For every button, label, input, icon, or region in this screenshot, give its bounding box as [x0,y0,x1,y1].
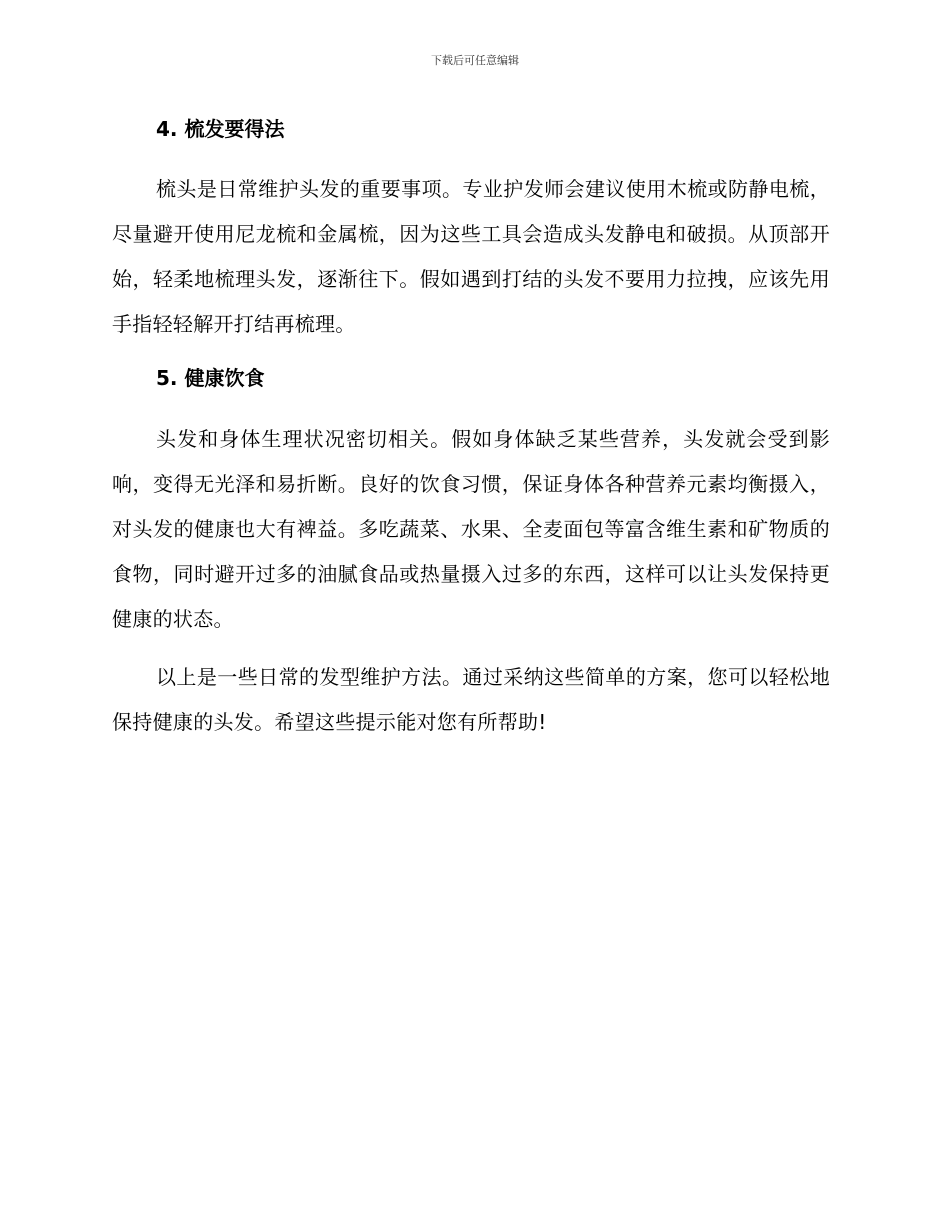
document-body [112,113,830,745]
page-header: 下载后可任意编辑 [431,54,519,67]
section-heading-combing: 4. 梳发要得法 [156,117,285,141]
section-paragraph-diet: 头发和身体生理状况密切相关。假如身体缺乏某些营养，头发就会受到影响，变得无光泽和易折断。良好的饮食习惯，保证身体各种营养元素均衡摄入，对头发的健康也大有裨益。多吃蔬菜、水果、全麦面包等富含维生素和矿物质的食物，同时避开过多的油腻食品或热量摄入过多的东西，这样可以让头发保持更健康的状态。 [112,427,830,631]
section-heading-diet: 5. 健康饮食 [156,366,265,390]
conclusion-paragraph: 以上是一些日常的发型维护方法。通过采纳这些简单的方案，您可以轻松地保持健康的头发。希望这些提示能对您有所帮助! [112,665,830,734]
section-paragraph-combing: 梳头是日常维护头发的重要事项。专业护发师会建议使用木梳或防静电梳，尽量避开使用尼龙梳和金属梳，因为这些工具会造成头发静电和破损。从顶部开始，轻柔地梳理头发，逐渐往下。假如遇到打结的头发不要用力拉拽，应该先用手指轻轻解开打结再梳理。 [112,177,830,336]
